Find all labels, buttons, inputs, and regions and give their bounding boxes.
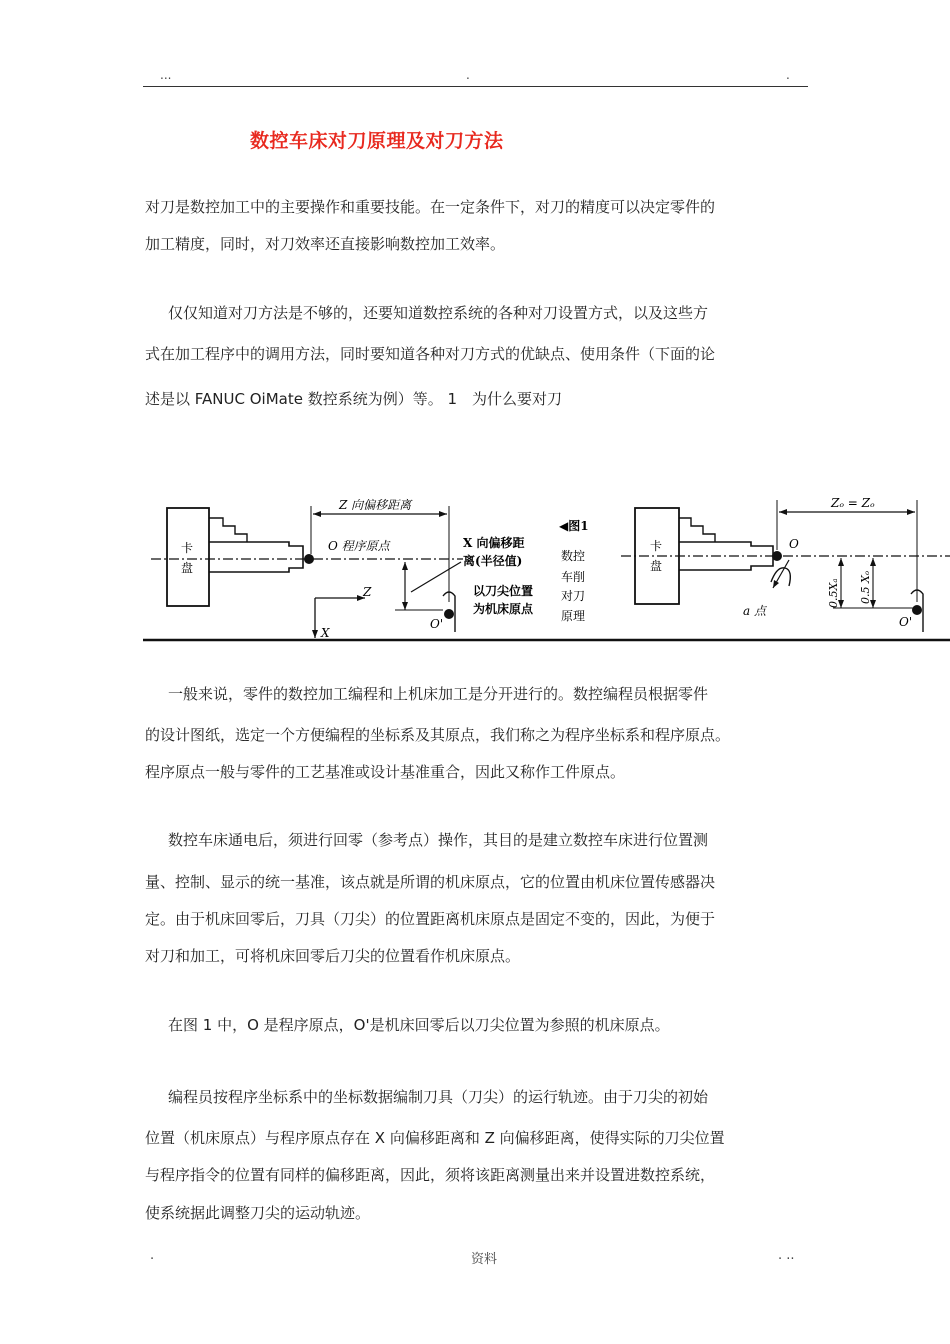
tip-position-label-1: 以刀尖位置	[473, 584, 534, 598]
paragraph-line: 一般来说，零件的数控加工编程和上机床加工是分开进行的。数控编程员根据零件	[168, 685, 709, 703]
program-origin-marker-right	[772, 551, 782, 561]
dim-label-2: 0.5 Xₒ	[859, 570, 872, 604]
page-title: 数控车床对刀原理及对刀方法	[250, 130, 504, 152]
chuck-label-top: 卡	[650, 539, 663, 553]
caption-line-1: 数控	[561, 549, 586, 563]
figure-1	[143, 492, 950, 642]
paragraph-line: 在图 1 中，O 是程序原点，O'是机床回零后以刀尖位置为参照的机床原点。	[168, 1016, 670, 1034]
chuck-label-bottom: 盘	[181, 561, 194, 575]
paragraph-line: 数控车床通电后，须进行回零（参考点）操作，其目的是建立数控车床进行位置测	[168, 831, 709, 849]
x-offset-label-1: X 向偏移距	[463, 536, 525, 550]
paragraph-line: 量、控制、显示的统一基准，该点就是所谓的机床原点，它的位置由机床位置传感器决	[145, 873, 716, 891]
paragraph-line: 的设计图纸，选定一个方便编程的坐标系及其原点，我们称之为程序坐标系和程序原点。	[145, 726, 731, 744]
z-offset-label: Z 向偏移距离	[339, 498, 412, 512]
paragraph-line: 对刀是数控加工中的主要操作和重要技能。在一定条件下，对刀的精度可以决定零件的	[145, 198, 716, 216]
machine-origin-label-right: O'	[899, 615, 913, 629]
x-offset-label-2: 离(半径值)	[463, 554, 523, 568]
paragraph-line: 述是以 FANUC OiMate 数控系统为例）等。 1 为什么要对刀	[145, 390, 563, 408]
a-point-label: a 点	[743, 604, 766, 618]
header-left: ...	[160, 68, 172, 82]
program-origin-label: O 程序原点	[328, 539, 390, 553]
chuck-label-top: 卡	[181, 541, 194, 555]
z-equal-label: Zₒ = Zₒ	[831, 496, 875, 510]
paragraph-line: 仅仅知道对刀方法是不够的，还要知道数控系统的各种对刀设置方式，以及这些方	[168, 304, 709, 322]
footer-left: .	[150, 1248, 155, 1263]
chuck-label-bottom: 盘	[650, 559, 663, 573]
caption-line-4: 原理	[561, 609, 586, 623]
paragraph-line: 程序原点一般与零件的工艺基准或设计基准重合，因此又称作工件原点。	[145, 763, 626, 781]
paragraph-line: 位置（机床原点）与程序原点存在 X 向偏移距离和 Z 向偏移距离，使得实际的刀尖位置	[145, 1129, 725, 1147]
paragraph-line: 与程序指令的位置有同样的偏移距离，因此，须将该距离测量出来并设置进数控系统，	[145, 1166, 716, 1184]
header-center: .	[466, 68, 470, 82]
dim-label-1: 0.5Xₐ	[827, 578, 840, 608]
o-label: O	[789, 537, 799, 551]
axis-z-label: Z	[363, 585, 372, 599]
figure-number: ◀图1	[559, 519, 589, 533]
paragraph-line: 编程员按程序坐标系中的坐标数据编制刀具（刀尖）的运行轨迹。由于刀尖的初始	[168, 1088, 709, 1106]
footer-center: 资料	[471, 1252, 498, 1267]
machine-origin-label: O'	[430, 617, 444, 631]
paragraph-line: 对刀和加工，可将机床回零后刀尖的位置看作机床原点。	[145, 947, 521, 965]
tip-position-label-2: 为机床原点	[473, 602, 534, 616]
paragraph-line: 定。由于机床回零后，刀具（刀尖）的位置距离机床原点是固定不变的，因此，为便于	[145, 910, 716, 928]
caption-line-2: 车削	[561, 570, 586, 584]
axis-x-label: X	[321, 626, 330, 640]
paragraph-line: 使系统据此调整刀尖的运动轨迹。	[145, 1204, 371, 1222]
caption-line-3: 对刀	[561, 589, 586, 603]
paragraph-line: 式在加工程序中的调用方法，同时要知道各种对刀方式的优缺点、使用条件（下面的论	[145, 345, 716, 363]
header-right: .	[786, 68, 790, 82]
header-rule	[143, 86, 808, 87]
chuck-left	[167, 508, 209, 606]
program-origin-marker	[304, 554, 314, 564]
footer-right: . ..	[778, 1248, 795, 1263]
paragraph-line: 加工精度，同时，对刀效率还直接影响数控加工效率。	[145, 235, 506, 253]
lathe-tool-setting-diagram	[143, 492, 950, 642]
